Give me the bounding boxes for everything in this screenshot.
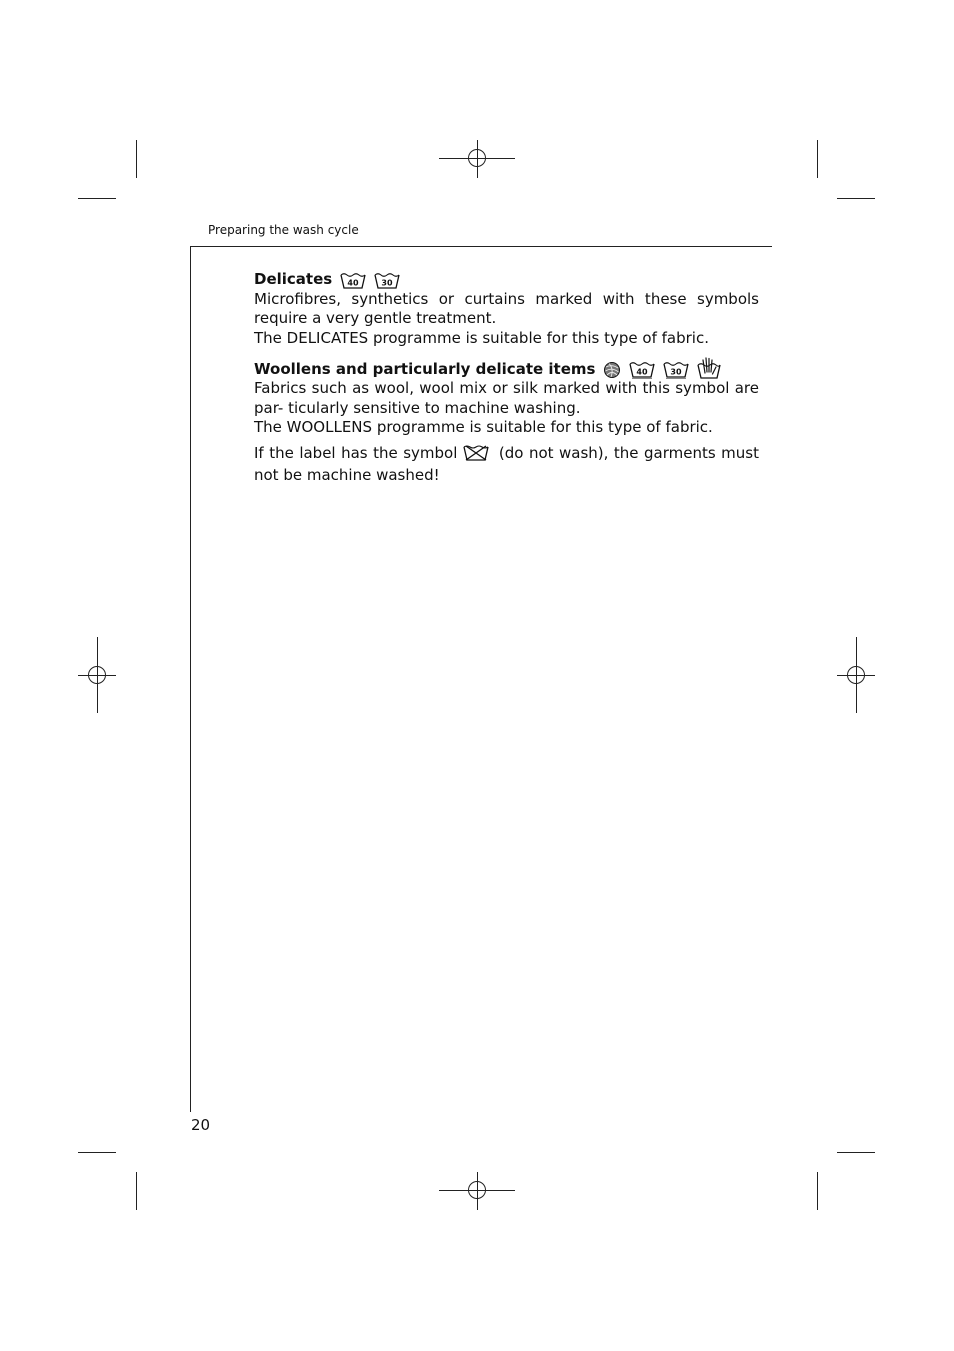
wash-temperature: 40 bbox=[636, 367, 649, 377]
washtub-icon bbox=[629, 361, 655, 379]
wash-temperature: 30 bbox=[670, 367, 683, 377]
heading-text: Woollens and particularly delicate items bbox=[254, 359, 596, 378]
wool-ball-icon bbox=[603, 361, 621, 379]
warning-text-before: If the label has the symbol bbox=[254, 443, 458, 462]
washtub-icon bbox=[340, 272, 366, 290]
hand-wash-icon bbox=[697, 357, 721, 379]
heading-text: Delicates bbox=[254, 270, 333, 288]
washtub-icon bbox=[663, 361, 689, 379]
washtub-icon bbox=[374, 272, 400, 290]
section-woollens bbox=[254, 357, 759, 438]
paragraph: Microfibres, synthetics or curtains marked with these symbols require a very gentle treatment. bbox=[254, 289, 759, 327]
page-number: 20 bbox=[191, 1116, 211, 1134]
section-delicates bbox=[254, 270, 759, 348]
paragraph: Fabrics such as wool, wool mix or silk marked with this symbol are par- ticularly sensitive to machine washing. bbox=[254, 379, 759, 417]
section-heading bbox=[254, 270, 759, 290]
running-header: Preparing the wash cycle bbox=[208, 223, 359, 237]
header-rule bbox=[190, 246, 772, 247]
wash-temperature: 40 bbox=[347, 278, 359, 287]
paragraph: The WOOLLENS programme is suitable for this type of fabric. bbox=[254, 418, 713, 436]
warning-text-after: (do not wash), the garments must not be machine washed! bbox=[254, 443, 759, 484]
do-not-wash-icon bbox=[463, 445, 489, 467]
do-not-wash-warning bbox=[254, 444, 759, 486]
section-heading bbox=[254, 357, 759, 379]
wash-temperature: 30 bbox=[381, 278, 393, 287]
left-margin-rule bbox=[190, 247, 191, 1112]
page-content bbox=[254, 270, 759, 486]
paragraph: The DELICATES programme is suitable for this type of fabric. bbox=[254, 328, 709, 347]
